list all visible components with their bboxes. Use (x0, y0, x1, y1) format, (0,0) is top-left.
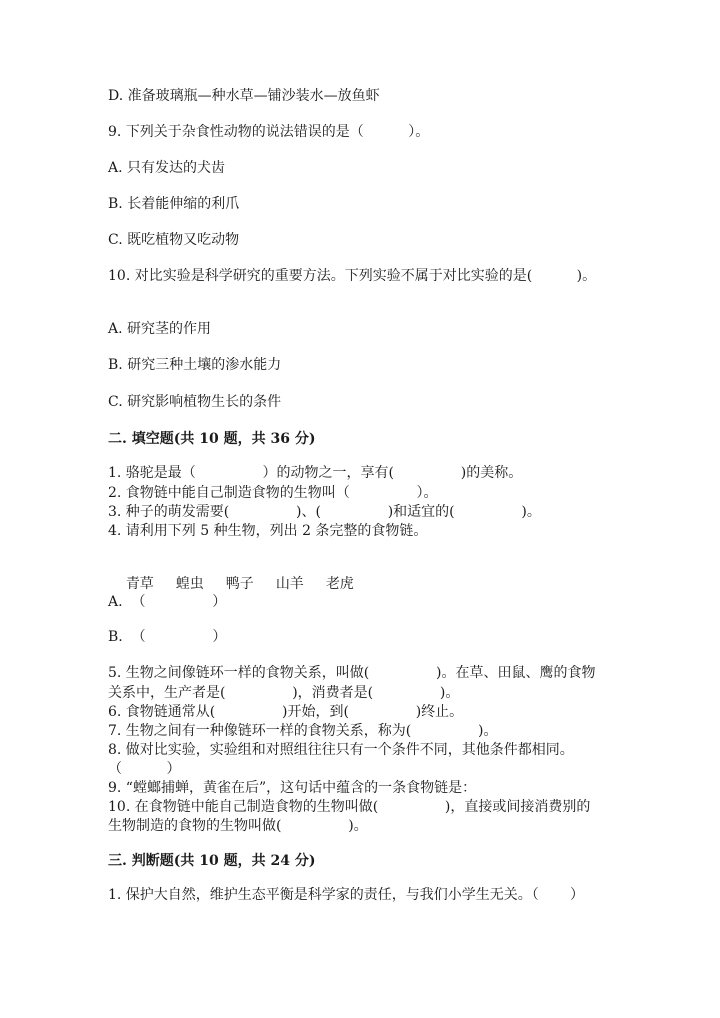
section2-heading: 二. 填空题(共 10 题，共 36 分) (108, 431, 316, 447)
fill-q5-line2: 关系中，生产者是( )，消费者是( )。 (108, 685, 460, 701)
fill-q4: 4. 请利用下列 5 种生物，列出 2 条完整的食物链。 (108, 523, 428, 539)
fill-q1: 1. 骆驼是最（ ）的动物之一，享有( )的美称。 (108, 465, 523, 481)
fill-q10-line2: 生物制造的食物的生物叫做( )。 (108, 818, 368, 834)
animal-item: 老虎 (325, 576, 354, 592)
fill-q4-b: B. （ ） (108, 629, 227, 645)
animal-item: 山羊 (275, 576, 304, 592)
q9-option-b: B. 长着能伸缩的利爪 (108, 196, 240, 212)
judge-q1: 1. 保护大自然，维护生态平衡是科学家的责任，与我们小学生无关。（ ） (108, 887, 584, 903)
fill-q5-line1: 5. 生物之间像链环一样的食物关系，叫做( )。在草、田鼠、鹰的食物 (108, 665, 596, 681)
q10-stem: 10. 对比实验是科学研究的重要方法。下列实验不属于对比实验的是( )。 (108, 268, 597, 284)
fill-q2: 2. 食物链中能自己制造食物的生物叫（ ）。 (108, 485, 438, 501)
q10-option-b: B. 研究三种土壤的渗水能力 (108, 357, 282, 373)
q9-option-c: C. 既吃植物又吃动物 (108, 232, 240, 248)
q9-stem: 9. 下列关于杂食性动物的说法错误的是（ ）。 (108, 124, 430, 140)
animal-item: 鸭子 (225, 576, 254, 592)
q8-option-d: D. 准备玻璃瓶—种水草—铺沙装水—放鱼虾 (108, 88, 380, 104)
fill-q8-line1: 8. 做对比实验，实验组和对照组往往只有一个条件不同，其他条件都相同。 (108, 742, 574, 758)
q10-option-a: A. 研究茎的作用 (108, 321, 212, 337)
fill-q9: 9. “螳螂捕蝉，黄雀在后”，这句话中蕴含的一条食物链是： (108, 780, 477, 796)
animal-item: 青草 (125, 576, 154, 592)
animal-item: 蝗虫 (175, 576, 204, 592)
fill-q6: 6. 食物链通常从( )开始，到( )终止。 (108, 704, 464, 720)
fill-q10-line1: 10. 在食物链中能自己制造食物的生物叫做( )，直接或间接消费别的 (108, 799, 591, 815)
q9-option-a: A. 只有发达的犬齿 (108, 160, 226, 176)
fill-q4-a: A. （ ） (108, 594, 227, 610)
fill-q8-line2: （ ） (108, 761, 181, 777)
section3-heading: 三. 判断题(共 10 题，共 24 分) (108, 853, 316, 869)
q10-option-c: C. 研究影响植物生长的条件 (108, 394, 282, 410)
fill-q7: 7. 生物之间有一种像链环一样的食物关系，称为( )。 (108, 723, 498, 739)
fill-q3: 3. 种子的萌发需要( )、( )和适宜的( )。 (108, 504, 541, 520)
